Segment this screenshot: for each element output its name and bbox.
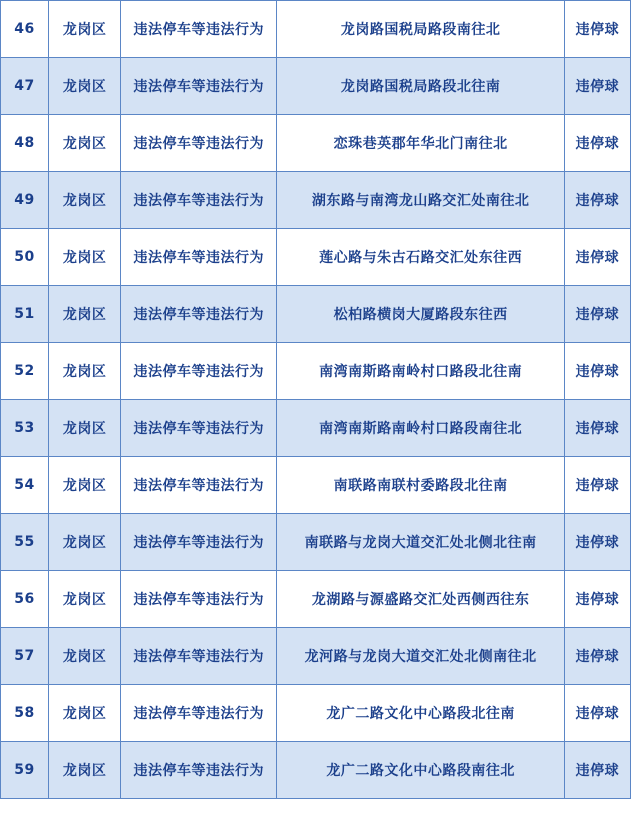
row-index-cell: 59 <box>1 742 49 799</box>
district-cell: 龙岗区 <box>49 457 121 514</box>
location-cell: 湖东路与南湾龙山路交汇处南往北 <box>277 172 564 229</box>
district-cell: 龙岗区 <box>49 628 121 685</box>
table-row <box>1 400 631 457</box>
location-cell: 龙岗路国税局路段南往北 <box>277 1 564 58</box>
row-index-cell: 56 <box>1 571 49 628</box>
location-cell: 恋珠巷英郡年华北门南往北 <box>277 115 564 172</box>
location-cell: 南联路南联村委路段北往南 <box>277 457 564 514</box>
device-cell: 违停球 <box>564 400 630 457</box>
location-cell: 南湾南斯路南岭村口路段南往北 <box>277 400 564 457</box>
district-cell: 龙岗区 <box>49 172 121 229</box>
device-cell: 违停球 <box>564 685 630 742</box>
location-cell: 龙广二路文化中心路段南往北 <box>277 742 564 799</box>
district-cell: 龙岗区 <box>49 229 121 286</box>
district-cell: 龙岗区 <box>49 115 121 172</box>
row-index-cell: 50 <box>1 229 49 286</box>
table-row <box>1 571 631 628</box>
violation-type-cell: 违法停车等违法行为 <box>121 457 277 514</box>
row-index-cell: 52 <box>1 343 49 400</box>
location-cell: 松柏路横岗大厦路段东往西 <box>277 286 564 343</box>
table-row <box>1 115 631 172</box>
location-cell: 南湾南斯路南岭村口路段北往南 <box>277 343 564 400</box>
location-cell: 龙广二路文化中心路段北往南 <box>277 685 564 742</box>
table-row <box>1 742 631 799</box>
table-row <box>1 172 631 229</box>
device-cell: 违停球 <box>564 1 630 58</box>
device-cell: 违停球 <box>564 457 630 514</box>
location-cell: 莲心路与朱古石路交汇处东往西 <box>277 229 564 286</box>
device-cell: 违停球 <box>564 514 630 571</box>
table-row <box>1 58 631 115</box>
table-row <box>1 514 631 571</box>
table-body <box>1 1 631 799</box>
table-row <box>1 286 631 343</box>
location-cell: 龙湖路与源盛路交汇处西侧西往东 <box>277 571 564 628</box>
row-index-cell: 53 <box>1 400 49 457</box>
violation-type-cell: 违法停车等违法行为 <box>121 115 277 172</box>
district-cell: 龙岗区 <box>49 286 121 343</box>
district-cell: 龙岗区 <box>49 58 121 115</box>
violation-type-cell: 违法停车等违法行为 <box>121 628 277 685</box>
violation-type-cell: 违法停车等违法行为 <box>121 229 277 286</box>
violation-type-cell: 违法停车等违法行为 <box>121 685 277 742</box>
table-row <box>1 343 631 400</box>
table-row <box>1 628 631 685</box>
row-index-cell: 54 <box>1 457 49 514</box>
district-cell: 龙岗区 <box>49 571 121 628</box>
row-index-cell: 47 <box>1 58 49 115</box>
row-index-cell: 55 <box>1 514 49 571</box>
row-index-cell: 46 <box>1 1 49 58</box>
row-index-cell: 57 <box>1 628 49 685</box>
violation-type-cell: 违法停车等违法行为 <box>121 286 277 343</box>
row-index-cell: 58 <box>1 685 49 742</box>
table-row <box>1 229 631 286</box>
district-cell: 龙岗区 <box>49 1 121 58</box>
violation-type-cell: 违法停车等违法行为 <box>121 1 277 58</box>
device-cell: 违停球 <box>564 628 630 685</box>
violation-type-cell: 违法停车等违法行为 <box>121 400 277 457</box>
table-row <box>1 685 631 742</box>
violation-type-cell: 违法停车等违法行为 <box>121 514 277 571</box>
district-cell: 龙岗区 <box>49 343 121 400</box>
location-cell: 龙岗路国税局路段北往南 <box>277 58 564 115</box>
violation-type-cell: 违法停车等违法行为 <box>121 742 277 799</box>
device-cell: 违停球 <box>564 286 630 343</box>
table-row <box>1 457 631 514</box>
row-index-cell: 48 <box>1 115 49 172</box>
location-cell: 龙河路与龙岗大道交汇处北侧南往北 <box>277 628 564 685</box>
violation-type-cell: 违法停车等违法行为 <box>121 172 277 229</box>
table-row <box>1 1 631 58</box>
district-cell: 龙岗区 <box>49 514 121 571</box>
violation-type-cell: 违法停车等违法行为 <box>121 58 277 115</box>
device-cell: 违停球 <box>564 172 630 229</box>
device-cell: 违停球 <box>564 742 630 799</box>
location-cell: 南联路与龙岗大道交汇处北侧北往南 <box>277 514 564 571</box>
district-cell: 龙岗区 <box>49 742 121 799</box>
district-cell: 龙岗区 <box>49 685 121 742</box>
row-index-cell: 51 <box>1 286 49 343</box>
device-cell: 违停球 <box>564 571 630 628</box>
device-cell: 违停球 <box>564 115 630 172</box>
device-cell: 违停球 <box>564 343 630 400</box>
district-cell: 龙岗区 <box>49 400 121 457</box>
row-index-cell: 49 <box>1 172 49 229</box>
violation-type-cell: 违法停车等违法行为 <box>121 343 277 400</box>
device-cell: 违停球 <box>564 229 630 286</box>
violation-type-cell: 违法停车等违法行为 <box>121 571 277 628</box>
device-cell: 违停球 <box>564 58 630 115</box>
